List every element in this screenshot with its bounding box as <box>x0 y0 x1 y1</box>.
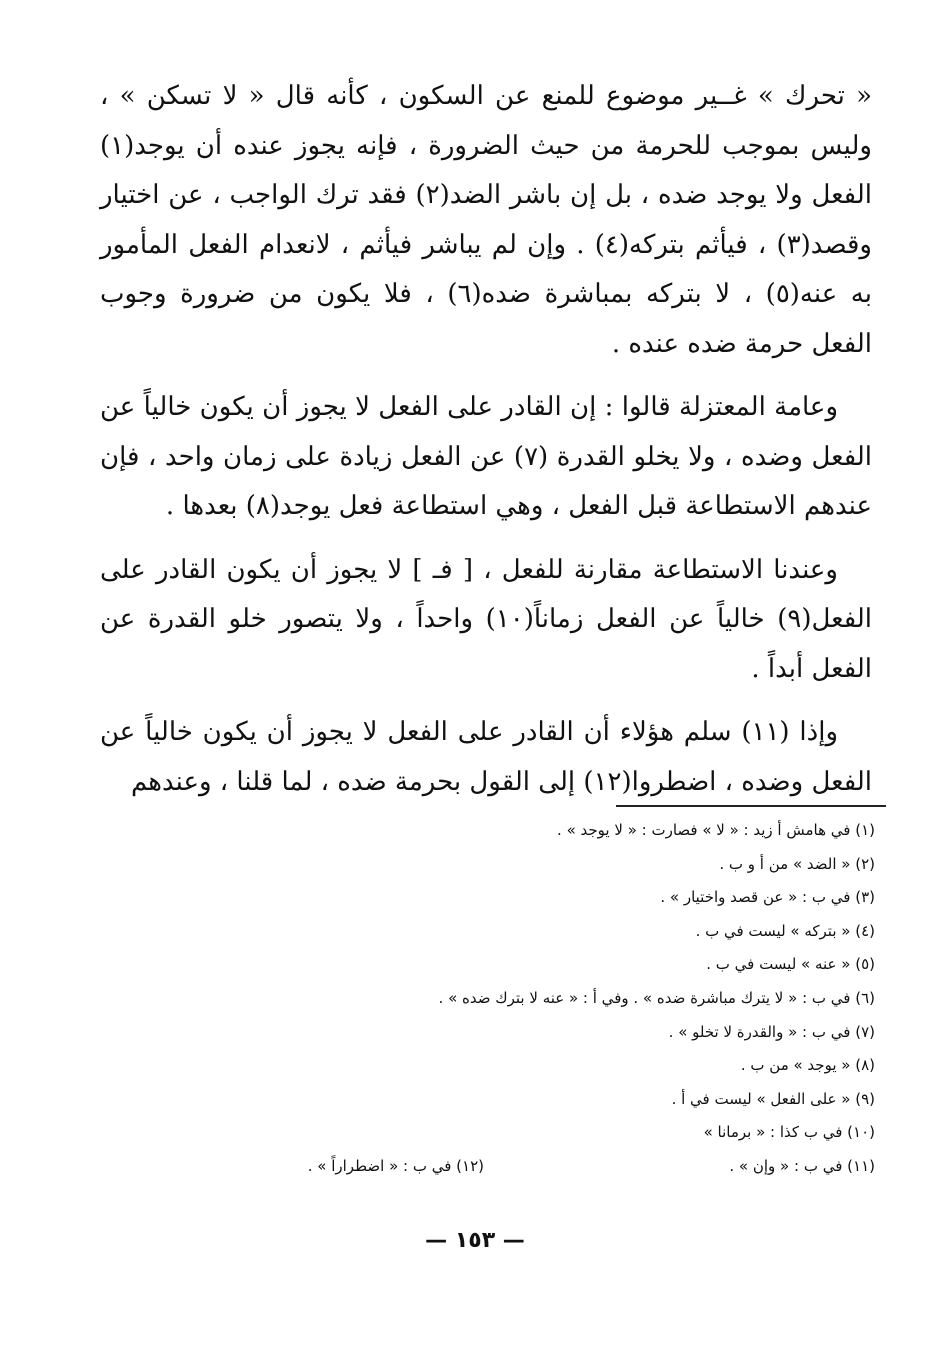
paragraph-2: وعامة المعتزلة قالوا : إن القادر على الفعل لا يجوز أن يكون خالياً عن الفعل وضده ، ولا يخلو القدرة (٧) عن الفعل زيادة على زمان واحد ، فإن عندهم الاستطاعة قبل الفعل ، وهي استطاعة فعل يوجد(٨) بعدها . <box>100 392 872 521</box>
footnote-8: (٨) « يوجد » من ب . <box>740 1056 875 1075</box>
footnote-12: (١٢) في ب : « اضطراراً » . <box>307 1156 484 1175</box>
footnote-6: (٦) في ب : « لا يترك مباشرة ضده » . وفي أ : « عنه لا بترك ضده » . <box>438 988 875 1007</box>
main-text <box>100 72 872 821</box>
footnote-2: (٢) « الضد » من أ و ب . <box>719 854 875 873</box>
footnote-1: (١) في هامش أ زيد : « لا » فصارت : « لا يوجد » . <box>557 821 875 839</box>
footnote-7: (٧) في ب : « والقدرة لا تخلو » . <box>668 1022 875 1041</box>
footnote-separator <box>616 805 886 807</box>
paragraph-3: وعندنا الاستطاعة مقارنة للفعل ، [ فـ ] لا يجوز أن يكون القادر على الفعل(٩) خالياً عن الفعل زماناً(١٠) واحداً ، ولا يتصور خلو القدرة عن الفعل أبداً . <box>100 554 872 684</box>
footnote-9: (٩) « على الفعل » ليست في أ . <box>671 1089 875 1108</box>
page-number: — ١٥٣ — <box>425 1228 525 1253</box>
footnote-10: (١٠) في ب كذا : « برمانا » <box>703 1123 875 1142</box>
footnote-4: (٤) « بتركه » ليست في ب . <box>695 921 875 940</box>
paragraph-1: « تحرك » غــير موضوع للمنع عن السكون ، كأنه قال « لا تسكن » ، وليس بموجب للحرمة من حيث الضرورة ، فإنه يجوز عنده أن يوجد(١) الفعل ولا يوجد ضده ، بل إن باشر الضد(٢) فقد ترك الواجب ، عن اختيار وقصد(٣) ، فيأثم بتركه(٤) . وإن لم يباشر فيأثم ، لانعدام الفعل المأمور به عنه(٥) ، لا بتركه بمباشرة ضده(٦) ، فلا يكون من ضرورة وجوب الفعل حرمة ضده عنده . <box>100 81 872 359</box>
paragraph-4: وإذا (١١) سلم هؤلاء أن القادر على الفعل لا يجوز أن يكون خالياً عن الفعل وضده ، اضطروا(١٢) إلى القول بحرمة ضده ، لما قلنا ، وعندهم <box>100 717 872 797</box>
footnote-row-11-12 <box>100 1150 875 1184</box>
footnote-11: (١١) في ب : « وإن » . <box>729 1156 875 1175</box>
footnote-3: (٣) في ب : « عن قصد واختيار » . <box>660 888 875 907</box>
footnotes <box>100 814 875 1184</box>
footnote-5: (٥) « عنه » ليست في ب . <box>706 955 875 974</box>
